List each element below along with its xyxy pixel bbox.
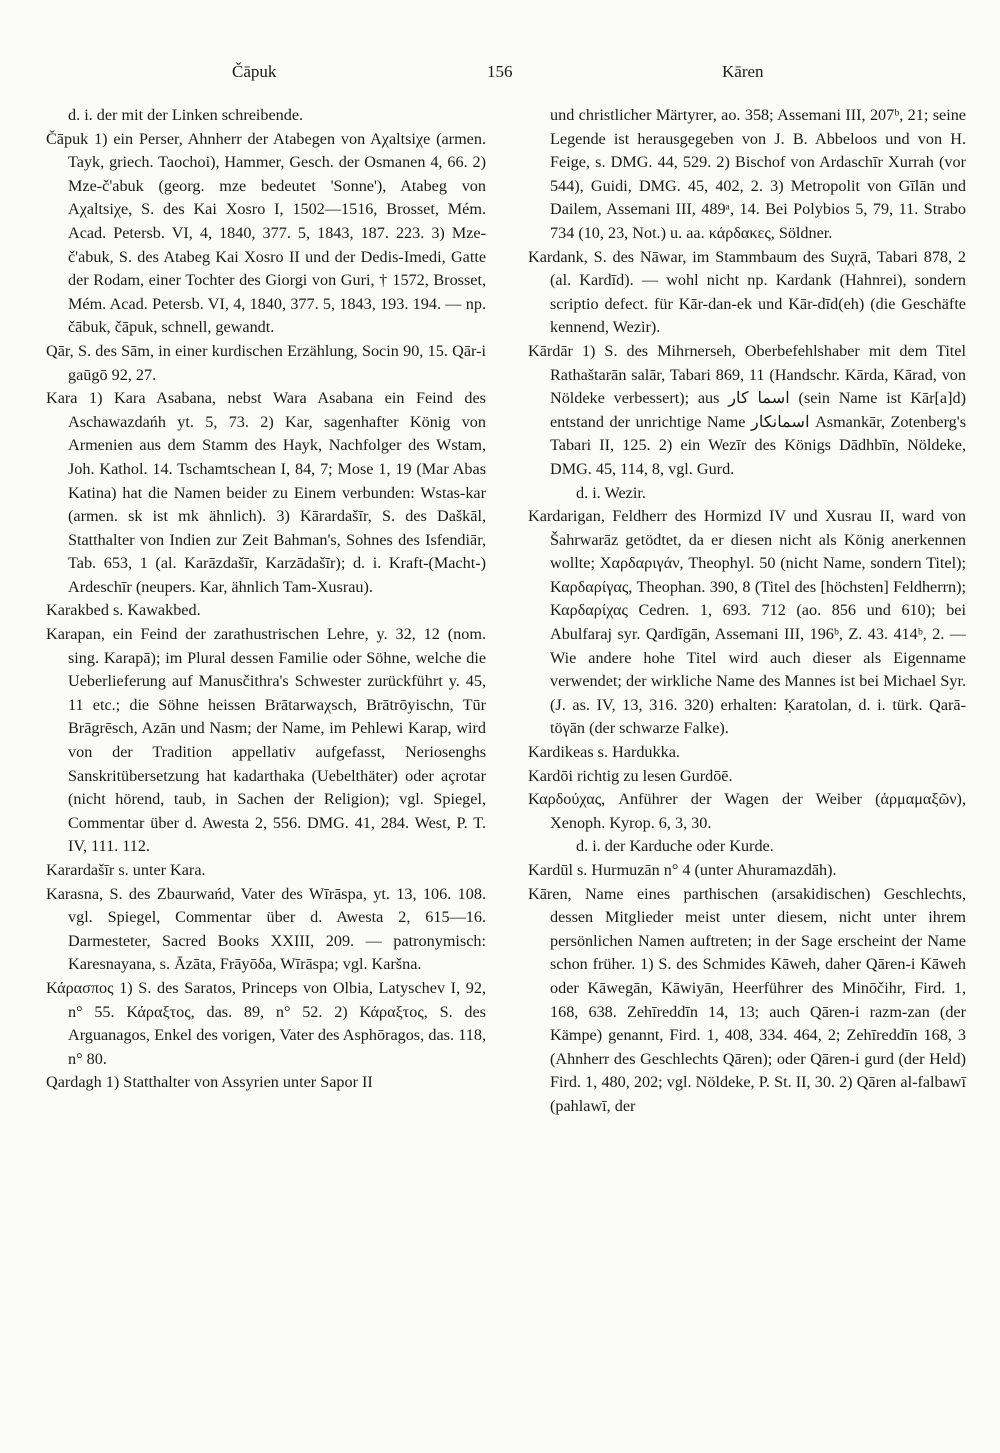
entry-headword: Kāren	[528, 884, 568, 903]
entry-text: s. Hurmuzān n° 4 (unter Ahuramazdāh).	[572, 861, 837, 879]
dictionary-entry	[46, 859, 486, 883]
entry-headword: Čāpuk	[46, 129, 89, 148]
entry-text: d. i. der Karduche oder Kurde.	[576, 837, 774, 856]
entry-headword: Karakbed	[46, 601, 109, 620]
dictionary-entry	[46, 104, 486, 128]
dictionary-entry	[46, 1071, 486, 1095]
dictionary-entry	[46, 977, 486, 1071]
dictionary-entry	[46, 623, 486, 859]
right-column	[528, 104, 966, 1119]
entry-text: , Anführer der Wagen der Weiber (ἁρμαμαξῶν), Xenoph. Kyrop. 6, 3, 30.	[550, 790, 966, 832]
entry-text: s. Kawakbed.	[108, 601, 201, 620]
entry-text: 1) S. des Saratos, Princeps von Olbia, Latyschev I, 92, n° 55. Κάραξτος, das. 89, n° 52. 2) Κάραξτος, S. des Arguanagos, Enkel des vorigen, Vater des Asphōragos, das. 118, n° 80.	[68, 978, 486, 1068]
dictionary-entry	[528, 482, 966, 506]
left-column	[46, 104, 486, 1095]
entry-text: , Feldherr des Hormizd IV und Xusrau II, ward von Šahrwarāz getödtet, da er diesen nicht als König anerkennen wollte; Χαρδαριγάν, Theophyl. 50 (nicht Name, sondern Titel); Καρδαρίγας, Theophan. 390, 8 (Titel des [höchsten] Feldherrn); Καρδαρίχας Cedren. 1, 693. 712 (ao. 856 und 610); bei Abulfaraj syr. Qardīgān, Assemani III, 196ᵇ, Z. 43. 414ᵇ, 2. — Wie andere hohe Titel wird auch dieser als Eigenname verwendet; der wirkliche Name des Mannes ist bei Michael Syr. (J. as. IV, 13, 316. 320) erhalten: Ḳaratolan, d. i. türk. Qarā-töγān (der schwarze Falke).	[550, 507, 966, 738]
header-right-catchword: Kāren	[722, 62, 764, 81]
entry-text: 1) ein Perser, Ahnherr der Atabegen von Aχaltsiχe (armen. Tayk, griech. Taochoi), Hammer, Gesch. der Osmanen 4, 66. 2) Mze-č'abuk (georg. mze bedeutet 'Sonne'), Atabeg von Aχaltsiχe, S. des Kai Xosro I, 1502—1516, Brosset, Mém. Acad. Petersb. VI, 4, 1840, 377. 5, 1843, 187. 223. 3) Mze-č'abuk, S. des Atabeg Kai Xosro II und der Dedis-Imedi, Gatte der Rodam, einer Tochter des Giorgi von Guri, † 1572, Brosset, Mém. Acad. Petersb. VI, 4, 1840, 377. 5, 1843, 193. 194. — np. čābuk, čāpuk, schnell, gewandt.	[68, 129, 486, 337]
dictionary-entry	[528, 883, 966, 1119]
dictionary-entry	[528, 788, 966, 835]
dictionary-entry	[528, 835, 966, 859]
dictionary-entry	[46, 387, 486, 599]
dictionary-entry	[528, 104, 966, 246]
entry-headword: Κάρασπος	[46, 978, 114, 997]
dictionary-entry	[46, 599, 486, 623]
entry-headword: Karapan	[46, 625, 101, 644]
entry-text: s. unter Kara.	[114, 861, 206, 879]
entry-text: d. i. der mit der Linken schreibende.	[68, 106, 304, 124]
entry-headword: Qār	[46, 341, 70, 360]
header-left-catchword: Čāpuk	[232, 62, 277, 81]
entry-text: 1) Kara Asabana, nebst Wara Asabana ein Feind des Aschawazdańh yt. 5, 73. 2) Kar, sagenhafter König von Armenien aus dem Stamm des Hayk, Nachfolger des Wstam, Joh. Kathol. 14. Tschamtschean I, 84, 7; Mose 1, 19 (Mar Abas Katina) hat die Namen beider zu Einem verbunden: Wstas-kar (armen. sk ist mk ähnlich). 3) Kārardašīr, S. des Daškāl, Statthalter von Indien zur Zeit Bahman's, Sohnes des Isfendiār, Tab. 653, 1 (al. Karāzdašīr, Karzādašīr); d. i. Kraft-(Macht-) Ardeschīr (neupers. Kar, ähnlich Tam-Xusrau).	[68, 389, 486, 596]
dictionary-entry	[46, 883, 486, 977]
page-number: 156	[487, 62, 513, 81]
dictionary-entry	[46, 128, 486, 340]
entry-text: d. i. Wezir.	[576, 483, 646, 502]
dictionary-entry	[528, 505, 966, 741]
entry-headword: Karasna	[46, 884, 100, 903]
entry-text: s. Hardukka.	[593, 743, 680, 762]
entry-text: , S. des Sām, in einer kurdischen Erzählung, Socin 90, 15. Qār-i gaūgō 92, 27.	[68, 341, 486, 384]
dictionary-entry	[528, 741, 966, 765]
dictionary-entry	[46, 340, 486, 387]
entry-text: , ein Feind der zarathustrischen Lehre, y. 32, 12 (nom. sing. Karapā); im Plural dessen Familie oder Söhne, welche die Ueberlieferung auf Manusčithra's Schwester zurückführt y. 45, 11 etc.; die Söhne heissen Brātarwaχsch, Brātrōyischn, Tūr Brāgrēsch, Azān und Nasm; der Name, im Pehlewi Karap, wird von der Tradition appellativ aufgefasst, Neriosenghs Sanskritübersetzung hat kadarthaka (Uebelthäter) oder açrotar (nicht hörend, taub, in Sachen der Religion); vgl. Spiegel, Commentar über d. Awesta 2, 556. DMG. 41, 284. West, P. T. IV, 111. 112.	[68, 625, 486, 856]
entry-text: , S. des Zbaurwańd, Vater des Wīrāspa, yt. 13, 106. 108. vgl. Spiegel, Commentar über d. Awesta 2, 615—16. Darmesteter, Sacred Books XXIII, 209. — patronymisch: Karesnayana, s. Āzāta, Frāyōδa, Wīrāspa; vgl. Karšna.	[68, 884, 486, 974]
entry-headword: Karardašīr	[46, 861, 115, 879]
entry-headword: Kardūl	[528, 861, 573, 879]
entry-headword: Kardank	[528, 247, 584, 266]
entry-text: , S. des Nāwar, im Stammbaum des Suχrā, Tabari 878, 2 (al. Kardīd). — wohl nicht np. Kardank (Hahnrei), sondern scriptio defect. für Kār-dan-ek und Kār-dīd(eh) (die Geschäfte kennend, Wezir).	[550, 247, 966, 337]
entry-headword: Καρδούχας	[528, 790, 602, 809]
running-header	[0, 62, 1000, 86]
entry-headword: Qardagh	[46, 1073, 102, 1092]
entry-text: und christlicher Märtyrer, ao. 358; Assemani III, 207ᵇ, 21; seine Legende ist herausgegeben von J. B. Abbeloos und von H. Feige, s. DMG. 44, 529. 2) Bischof von Ardaschīr Xurrah (vor 544), Guidi, DMG. 45, 402, 2. 3) Metropolit von Gīlān und Dailem, Assemani III, 489ᵃ, 14. Bei Polybios 5, 79, 11. Strabo 734 (10, 23, Not.) u. aa. κάρδακες, Söldner.	[550, 106, 966, 242]
entry-text: 1) S. des Mihrnerseh, Oberbefehlshaber mit dem Titel Rathaštarān salār, Tabari 869, 11 (Handschr. Kārda, Kārad, von Nöldeke verbessert); aus اسما كار (sein Name ist Kār[a]d) entstand der unrichtige Name اسمانكار Asmankār, Zotenberg's Tabari II, 125. 2) ein Wezīr des Königs Dādhbīn, Nöldeke, DMG. 45, 114, 8, vgl. Gurd.	[550, 341, 966, 478]
entry-headword: Kara	[46, 389, 78, 408]
dictionary-entry	[528, 246, 966, 340]
dictionary-entry	[528, 765, 966, 789]
entry-text: 1) Statthalter von Assyrien unter Sapor II	[101, 1073, 373, 1092]
dictionary-entry	[528, 859, 966, 883]
entry-headword: Kārdār	[528, 341, 573, 360]
entry-headword: Kardarigan	[528, 507, 601, 526]
entry-headword: Kardōi	[528, 766, 573, 785]
dictionary-entry	[528, 340, 966, 482]
entry-headword: Kardikeas	[528, 743, 594, 762]
entry-text: richtig zu lesen Gurdōē.	[572, 766, 733, 785]
entry-text: , Name eines parthischen (arsakidischen) Geschlechts, dessen Mitglieder meist unter diesem, nicht unter ihrem persönlichen Namen auftreten; in der Sage erscheint der Name schon früher. 1) S. des Schmides Kāweh, daher Qāren-i Kāweh oder Kāwegān, Kāwiyān, Heerführer des Minōčihr, Fird. 1, 168, 638. Zehīreddīn 14, 13; auch Qāren-i razm-zan (der Kämpe) genannt, Fird. 1, 408, 334. 464, 2; Zehīreddīn 168, 3 (Ahnherr des Geschlechts Qāren); oder Qāren-i gurd (der Held) Fird. 1, 480, 202; vgl. Nöldeke, P. St. II, 30. 2) Qāren al-falbawī (pahlawī, der	[550, 884, 966, 1115]
